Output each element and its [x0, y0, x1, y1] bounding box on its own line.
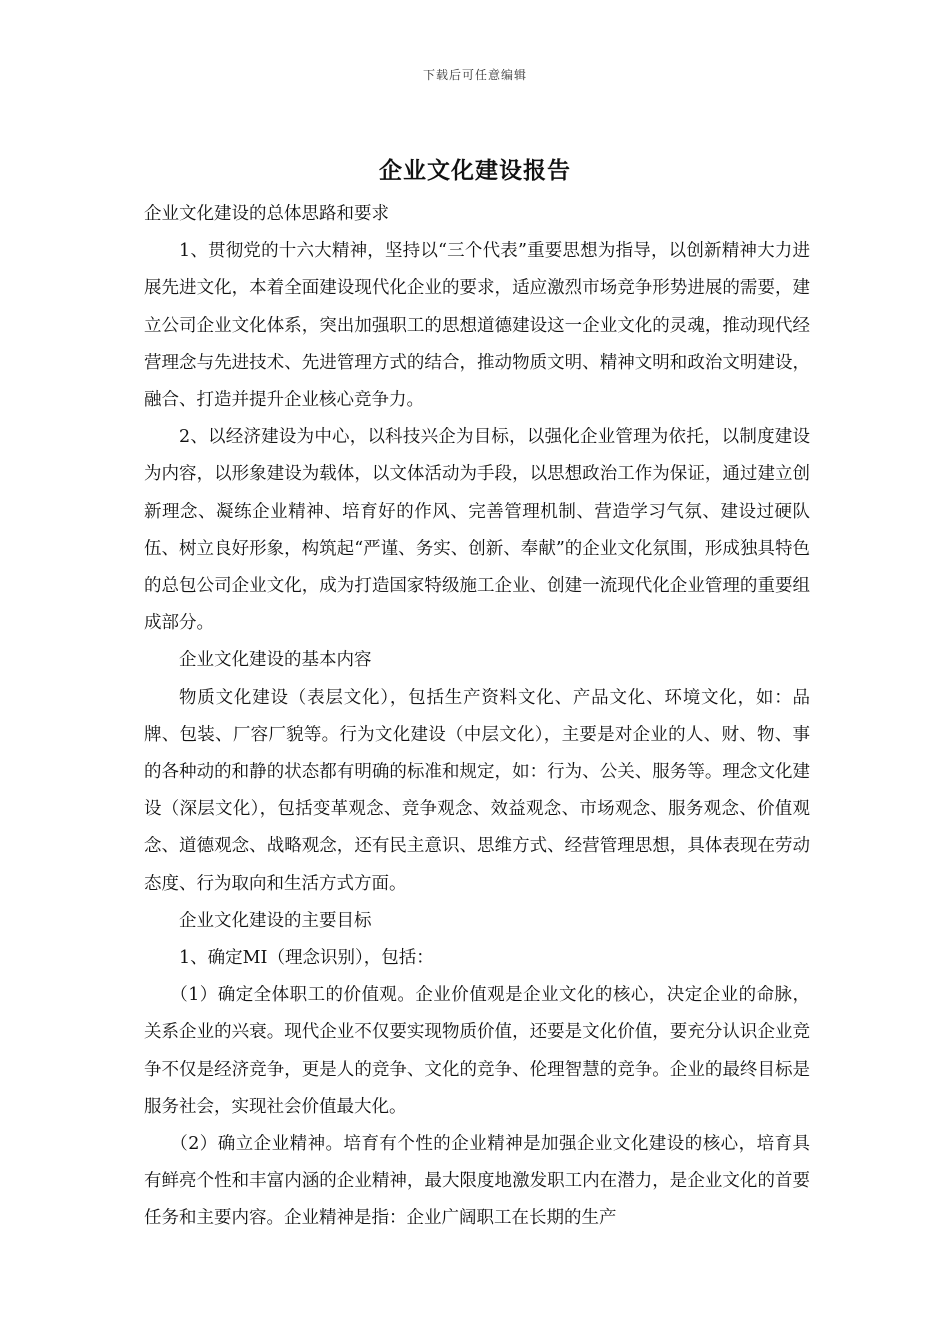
document-body	[144, 196, 810, 1238]
paragraph-economic-center: 2、以经济建设为中心，以科技兴企为目标，以强化企业管理为依托，以制度建设为内容，以形象建设为载体，以文体活动为手段，以思想政治工作为保证，通过建立创新理念、凝练企业精神、培育好的作风、完善管理机制、营造学习气氛、建设过硬队伍、树立良好形象，构筑起“严谨、务实、创新、奉献”的企业文化氛围，形成独具特色的总包公司企业文化，成为打造国家特级施工企业、创建一流现代化企业管理的重要组成部分。	[144, 427, 810, 634]
paragraph-guiding-principle: 1、贯彻党的十六大精神，坚持以“三个代表”重要思想为指导，以创新精神大力进展先进文化，本着全面建设现代化企业的要求，适应激烈市场竞争形势进展的需要，建立公司企业文化体系，突出加强职工的思想道德建设这一企业文化的灵魂，推动现代经营理念与先进技术、先进管理方式的结合，推动物质文明、精神文明和政治文明建设，融合、打造并提升企业核心竞争力。	[144, 241, 810, 411]
section-heading-basic-content: 企业文化建设的基本内容	[179, 650, 372, 671]
list-item-values: （1）确定全体职工的价值观。企业价值观是企业文化的核心，决定企业的命脉，关系企业的兴衰。现代企业不仅要实现物质价值，还要是文化价值，要充分认识企业竞争不仅是经济竞争，更是人的竞争、文化的竞争、伦理智慧的竞争。企业的最终目标是服务社会，实现社会价值最大化。	[144, 985, 810, 1117]
section-heading-overall: 企业文化建设的总体思路和要求	[144, 204, 389, 224]
header-note: 下载后可任意编辑	[422, 68, 527, 82]
list-item-spirit: （2）确立企业精神。培育有个性的企业精神是加强企业文化建设的核心，培育具有鲜亮个性和丰富内涵的企业精神，最大限度地激发职工内在潜力，是企业文化的首要任务和主要内容。企业精神是指：企业广阔职工在长期的生产	[144, 1134, 810, 1229]
paragraph-mi-intro: 1、确定MI（理念识别），包括：	[179, 948, 434, 969]
document-title: 企业文化建设报告	[379, 157, 571, 184]
paragraph-culture-layers: 物质文化建设（表层文化），包括生产资料文化、产品文化、环境文化，如：品牌、包装、厂容厂貌等。行为文化建设（中层文化），主要是对企业的人、财、物、事的各种动的和静的状态都有明确的标准和规定，如：行为、公关、服务等。理念文化建设（深层文化），包括变革观念、竞争观念、效益观念、市场观念、服务观念、价值观念、道德观念、战略观念，还有民主意识、思维方式、经营管理思想，具体表现在劳动态度、行为取向和生活方式方面。	[144, 687, 810, 894]
section-heading-main-goals: 企业文化建设的主要目标	[179, 910, 372, 931]
